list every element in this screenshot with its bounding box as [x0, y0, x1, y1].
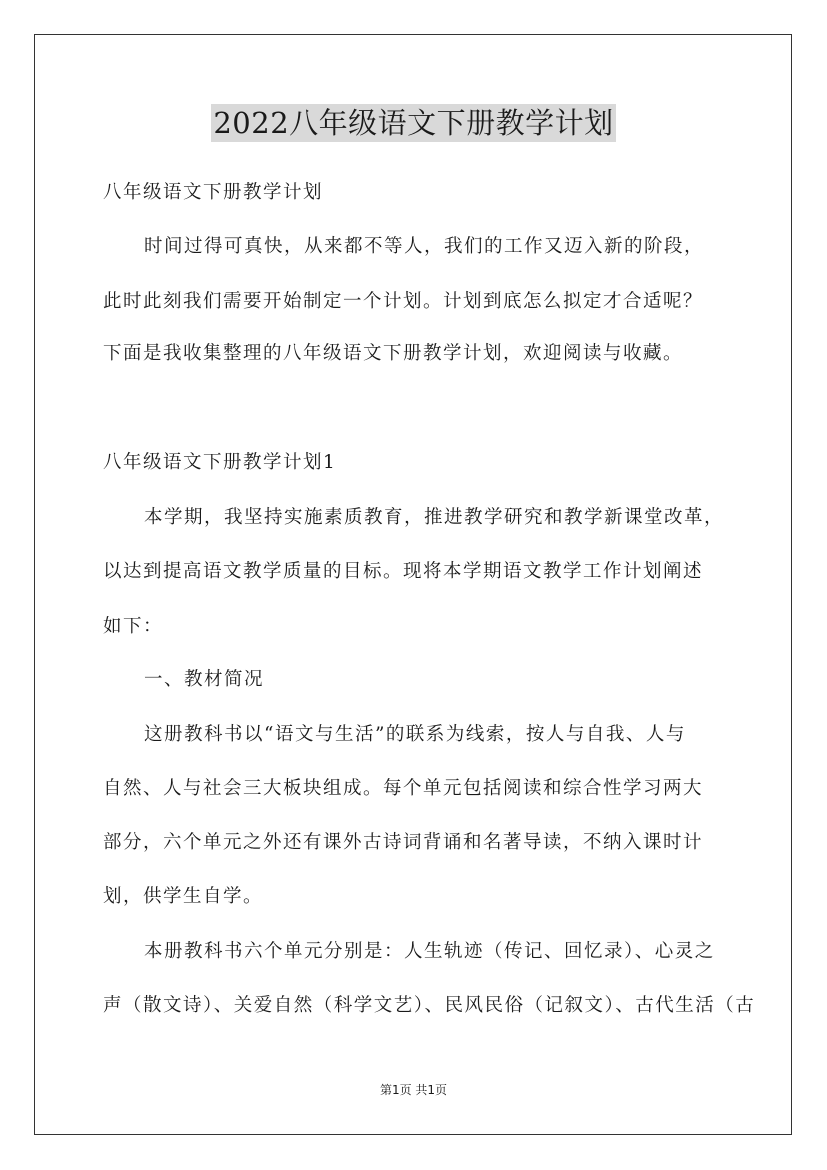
subtitle-line: 八年级语文下册教学计划: [103, 182, 324, 203]
paragraph-line: 以达到提高语文教学质量的目标。现将本学期语文教学工作计划阐述: [103, 561, 704, 582]
paragraph-line: 时间过得可真快，从来都不等人，我们的工作又迈入新的阶段，: [144, 236, 705, 257]
document-title: [0, 103, 827, 142]
document-title-text: 2022八年级语文下册教学计划: [213, 106, 614, 140]
paragraph-line: 下面是我收集整理的八年级语文下册教学计划，欢迎阅读与收藏。: [103, 343, 684, 364]
paragraph-line: 这册教科书以“语文与生活”的联系为线索，按人与自我、人与: [144, 724, 686, 745]
paragraph-line: 划，供学生自学。: [103, 886, 264, 907]
page-footer: 第1页 共1页: [379, 1083, 448, 1097]
paragraph-line: 部分，六个单元之外还有课外古诗词背诵和名著导读，不纳入课时计: [103, 832, 704, 853]
subsection-heading: 一、教材简况: [144, 669, 265, 690]
paragraph-line: 此时此刻我们需要开始制定一个计划。计划到底怎么拟定才合适呢？: [103, 291, 704, 312]
paragraph-line: 自然、人与社会三大板块组成。每个单元包括阅读和综合性学习两大: [103, 778, 704, 799]
paragraph-line: 如下：: [103, 616, 164, 637]
paragraph-line: 本学期，我坚持实施素质教育，推进教学研究和教学新课堂改革，: [144, 507, 725, 528]
section-heading: 八年级语文下册教学计划1: [103, 452, 337, 473]
paragraph-line: 声（散文诗）、关爱自然（科学文艺）、民风民俗（记叙文）、古代生活（古: [103, 995, 756, 1016]
paragraph-line: 本册教科书六个单元分别是：人生轨迹（传记、回忆录）、心灵之: [144, 941, 715, 962]
